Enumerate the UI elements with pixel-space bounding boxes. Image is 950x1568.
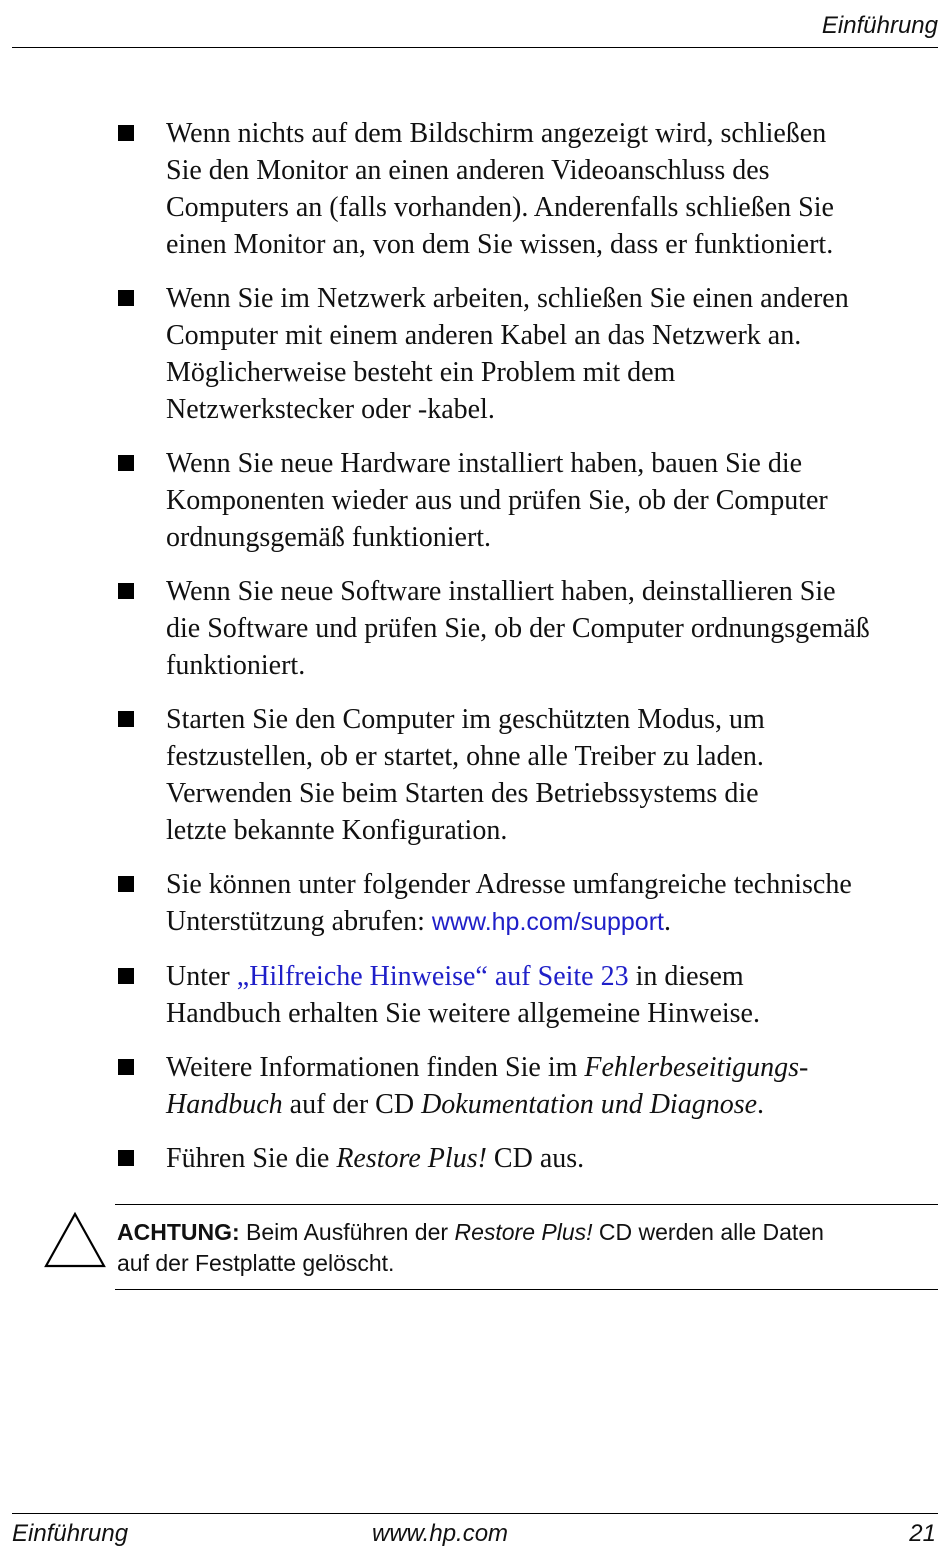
list-item: Starten Sie den Computer im geschützten Modus, um festzustellen, ob er startet, ohne alle Treiber zu laden. Verwenden Sie beim Starten des Betriebssystems die letzte bekannte Konfiguration. [112, 701, 942, 849]
list-item: Wenn Sie im Netzwerk arbeiten, schließen Sie einen anderen Computer mit einem anderen Kabel an das Netzwerk an. Möglicherweise besteht ein Problem mit dem Netzwerkstecker oder -kabel. [112, 280, 942, 428]
cross-reference-link[interactable]: „Hilfreiche Hinweise“ auf Seite 23 [236, 961, 629, 992]
square-bullet-icon [118, 583, 134, 599]
warning-triangle-icon [43, 1211, 107, 1269]
list-item: Unter „Hilfreiche Hinweise“ auf Seite 23 in diesem Handbuch erhalten Sie weitere allgemeine Hinweise. [112, 958, 942, 1032]
main-content [112, 115, 942, 1194]
square-bullet-icon [118, 711, 134, 727]
header-rule [12, 47, 938, 48]
footer-rule [12, 1513, 938, 1514]
square-bullet-icon [118, 1059, 134, 1075]
square-bullet-icon [118, 968, 134, 984]
running-header: Einführung [821, 12, 938, 39]
list-item: Wenn Sie neue Software installiert haben, deinstallieren Sie die Software und prüfen Sie, ob der Computer ordnungsgemäß funktioniert. [112, 573, 942, 684]
page-number: 21 [909, 1520, 936, 1547]
caution-text: ACHTUNG: Beim Ausführen der Restore Plus! CD werden alle Daten auf der Festplatte gelöscht. [117, 1219, 824, 1276]
caution-label: ACHTUNG: [117, 1219, 240, 1245]
footer-section: Einführung [12, 1520, 129, 1547]
square-bullet-icon [118, 455, 134, 471]
footer-url: www.hp.com [372, 1520, 509, 1547]
list-item: Führen Sie die Restore Plus! CD aus. [112, 1140, 942, 1177]
list-item: Wenn nichts auf dem Bildschirm angezeigt wird, schließen Sie den Monitor an einen anderen Videoanschluss des Computers an (falls vorhanden). Anderenfalls schließen Sie einen Monitor an, von dem Sie wissen, dass er funktioniert. [112, 115, 942, 263]
support-link[interactable]: www.hp.com/support [431, 908, 664, 936]
square-bullet-icon [118, 1150, 134, 1166]
bullet-list [112, 115, 942, 1177]
list-item: Weitere Informationen finden Sie im Fehlerbeseitigungs- Handbuch auf der CD Dokumentation und Diagnose. [112, 1049, 942, 1123]
square-bullet-icon [118, 290, 134, 306]
caution-box [115, 1204, 938, 1290]
list-item: Wenn Sie neue Hardware installiert haben, bauen Sie die Komponenten wieder aus und prüfen Sie, ob der Computer ordnungsgemäß funktioniert. [112, 445, 942, 556]
square-bullet-icon [118, 876, 134, 892]
square-bullet-icon [118, 125, 134, 141]
list-item: Sie können unter folgender Adresse umfangreiche technische Unterstützung abrufen: www.hp.com/support. [112, 866, 942, 941]
